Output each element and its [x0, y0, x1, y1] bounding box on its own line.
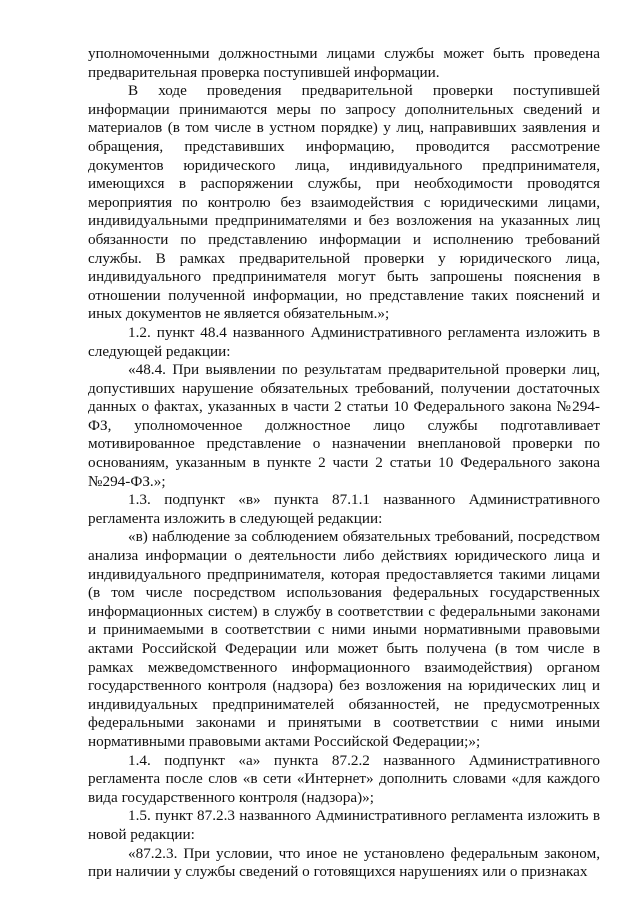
- paragraph-clause-87-2-3: «87.2.3. При условии, что иное не установлено федеральным законом, при наличии у службы сведений о готовящихся нарушениях или о признаках: [88, 844, 600, 881]
- paragraph-item-1-2: 1.2. пункт 48.4 названного Административного регламента изложить в следующей редакции:: [88, 323, 600, 360]
- paragraph-clause-48-4: «48.4. При выявлении по результатам предварительной проверки лиц, допустивших нарушение обязательных требований, получении достаточных данных о фактах, указанных в части 2 статьи 10 Федерального закона №294-ФЗ, уполномоченное должностное лицо службы подготавливает мотивированное представление о назначении внеплановой проверки по основаниям, указанным в пункте 2 части 2 статьи 10 Федерального закона №294-ФЗ.»;: [88, 361, 600, 490]
- paragraph-continuation: уполномоченными должностными лицами службы может быть проведена предварительная проверка поступившей информации.: [88, 45, 600, 81]
- paragraph-preliminary-check: В ходе проведения предварительной проверки поступившей информации принимаются меры по запросу дополнительных сведений и материалов (в том числе в устном порядке) у лиц, направивших заявления и обращения, представивших информацию, проводится рассмотрение документов юридического лица, индивидуального предпринимателя, имеющихся в распоряжении службы, при необходимости проводятся мероприятия по контролю без взаимодействия с юридическими лицами, индивидуальными предпринимателями и без возложения на указанных лиц обязанности по представлению информации и исполнению требований службы. В рамках предварительной проверки у юридического лица, индивидуального предпринимателя могут быть запрошены пояснения в отношении полученной информации, но представление таких пояснений и иных документов не является обязательным.»;: [88, 82, 600, 323]
- paragraph-item-1-3: 1.3. подпункт «в» пункта 87.1.1 названного Административного регламента изложить в следующей редакции:: [88, 491, 600, 527]
- paragraph-item-1-4: 1.4. подпункт «а» пункта 87.2.2 названного Административного регламента после слов «в сети «Интернет» дополнить словами «для каждого вида государственного контроля (надзора)»;: [88, 751, 600, 806]
- document-page: [88, 45, 600, 882]
- paragraph-item-1-5: 1.5. пункт 87.2.3 названного Административного регламента изложить в новой редакции:: [88, 807, 600, 843]
- paragraph-subclause-v: «в) наблюдение за соблюдением обязательных требований, посредством анализа информации о деятельности либо действиях юридического лица и индивидуального предпринимателя, которая предоставляется такими лицами (в том числе посредством использования федеральных государственных информационных систем) в службу в соответствии с федеральными законами и принимаемыми в соответствии с ними иными нормативными правовыми актами Российской Федерации или может быть получена (в том числе в рамках межведомственного информационного взаимодействия) органом государственного контроля (надзора) без возложения на юридических лиц и индивидуальных предпринимателей обязанностей, не предусмотренных федеральными законами и принятыми в соответствии с ними иными нормативными правовыми актами Российской Федерации;»;: [88, 528, 600, 750]
